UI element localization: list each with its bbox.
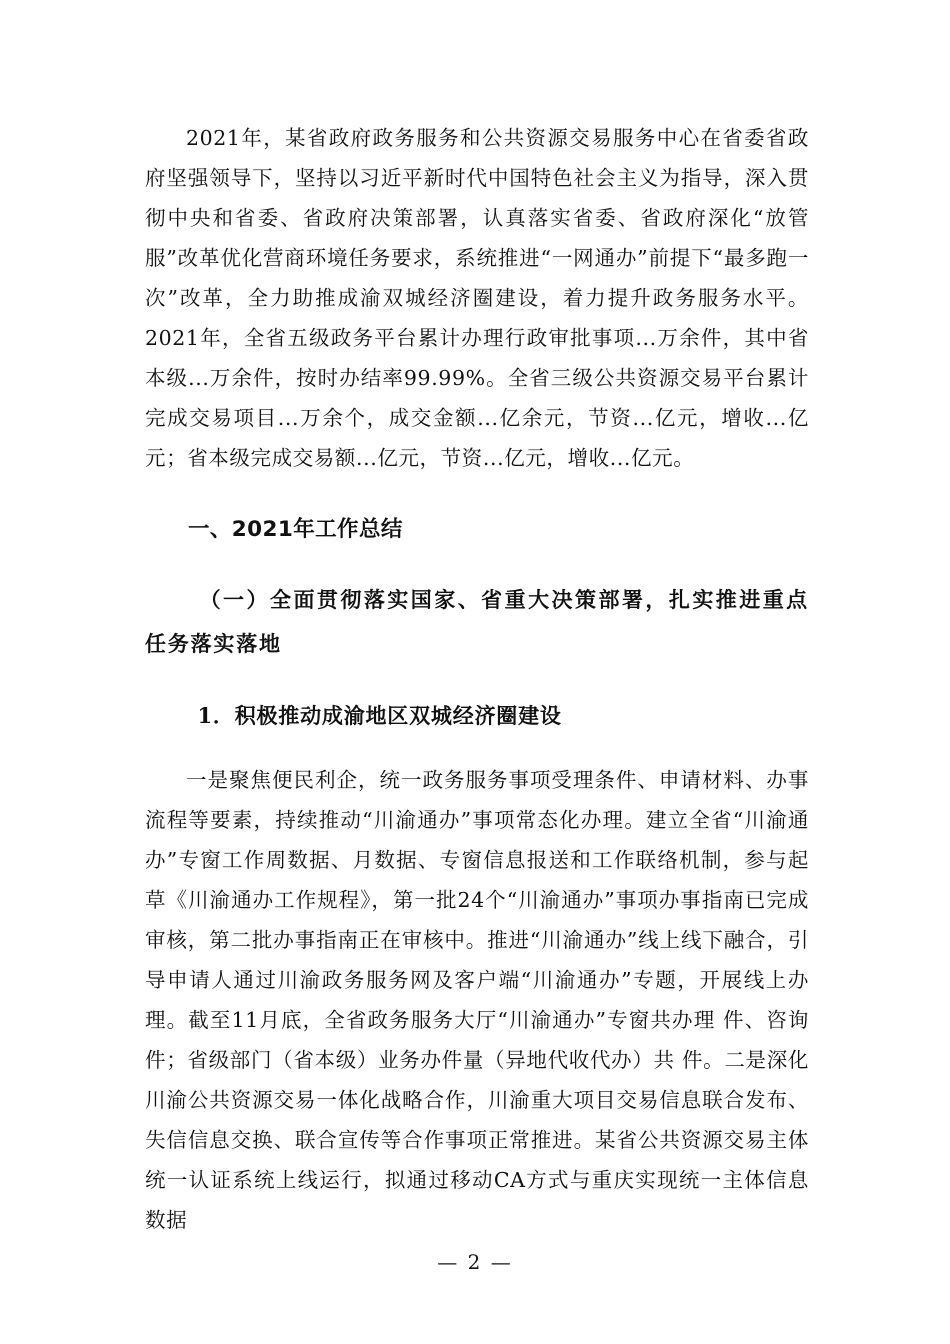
item-heading: 1．积极推动成渝地区双城经济圈建设	[197, 703, 562, 728]
intro-paragraph: 2021年，某省政府政务服务和公共资源交易服务中心在省委省政府坚强领导下，坚持以习近平新时代中国特色社会主义为指导，深入贯彻中央和省委、省政府决策部署，认真落实省委、省政府深化“放管服”改革优化营商环境任务要求，系统推进“一网通办”前提下“最多跑一次”改革，全力助推成渝双城经济圈建设，着力提升政务服务水平。2021年，全省五级政务平台累计办理行政审批事项...万余件，其中省本级...万余件，按时办结率99.99%。全省三级公共资源交易平台累计完成交易项目...万余个，成交金额...亿余元，节资...亿元，增收...亿元；省本级完成交易额...亿元，节资...亿元，增收...亿元。	[145, 126, 809, 470]
subsection-heading: （一）全面贯彻落实国家、省重大决策部署，扎实推进重点任务落实落地	[145, 587, 809, 656]
page-number: — 2 —	[437, 1250, 513, 1274]
body-paragraph: 一是聚焦便民利企，统一政务服务事项受理条件、申请材料、办事流程等要素，持续推动“川渝通办”事项常态化办理。建立全省“川渝通办”专窗工作周数据、月数据、专窗信息报送和工作联络机制，参与起草《川渝通办工作规程》，第一批24个“川渝通办”事项办事指南已完成审核，第二批办事指南正在审核中。推进“川渝通办”线上线下融合，引导申请人通过川渝政务服务网及客户端“川渝通办”专题，开展线上办理。截至11月底，全省政务服务大厅“川渝通办”专窗共办理 件、咨询 件；省级部门（省本级）业务办件量（异地代收代办）共 件。二是深化川渝公共资源交易一体化战略合作，川渝重大项目交易信息联合发布、失信信息交换、联合宣传等合作事项正常推进。某省公共资源交易主体统一认证系统上线运行，拟通过移动CA方式与重庆实现统一主体信息数据	[145, 768, 809, 1232]
document-body	[145, 118, 809, 1240]
section-heading: 一、2021年工作总结	[188, 517, 403, 542]
